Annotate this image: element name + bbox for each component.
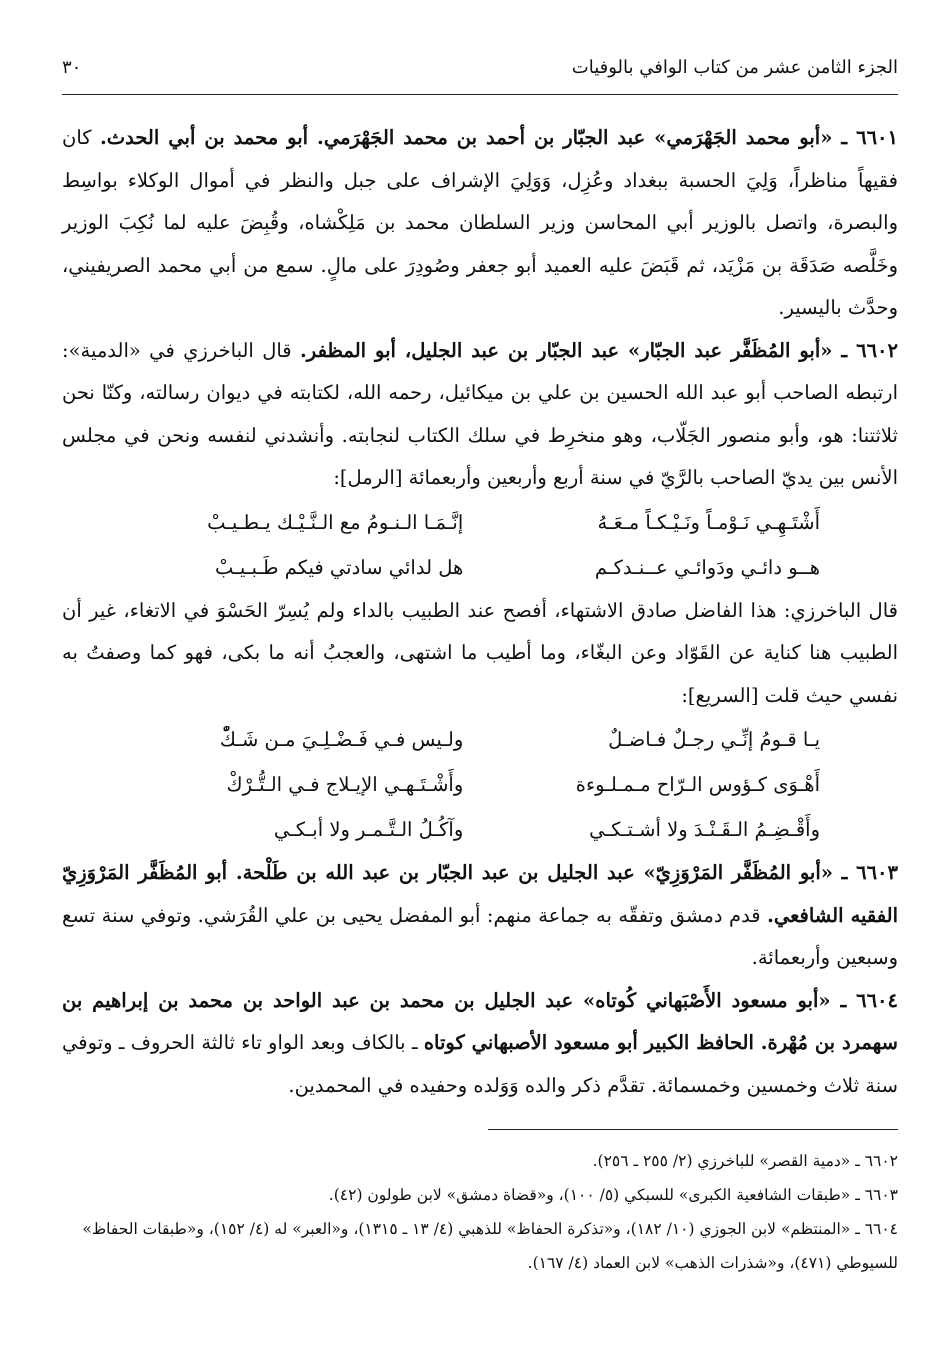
header-divider [62,94,898,95]
entry-6603-text: قدم دمشق وتفقّه به جماعة منهم: أبو المفضل يحيى بن علي القُرَشي. وتوفي سنة تسع وسبعين وأربعمائة. [62,903,898,969]
verse-line [62,807,898,852]
footnote: ٦٦٠٢ ـ «دمية القصر» للباخرزي (٢/ ٢٥٥ ـ ٢٥٦). [592,1152,898,1170]
verse-second-hemistich: ولـيس فـي فَـضْـلِـيَ مـن شَـكّْ [219,728,464,751]
verse-first-hemistich: وأَقْـضِـمُ الـقَـنْـدَ ولا أشـتـكـي [589,818,820,841]
verse-second-hemistich: وآكُـلُ الـتَّـمـر ولا أبـكـي [273,818,464,841]
verse-first-hemistich: أَهْـوَى كـؤوس الـرّاح مـمـلـوءة [575,773,820,796]
entry-6603-heading: ٦٦٠٣ ـ «أبو المُظَفَّر المَرْوَزِيّ» عبد الجليل بن عبد الجبّار بن عبد الله بن طَلْحة. أبو المُظَفَّر المَرْوَزِيّ الفقيه الشافعي. [62,861,898,927]
entry-6602 [62,330,898,500]
verse-line [62,500,898,545]
running-header [62,48,898,88]
verse-first-hemistich: يـا قـومُ إنِّـي رجـلٌ فـاضـلٌ [608,728,820,751]
entry-6604 [62,980,898,1108]
page-number: ٣٠ [62,57,82,78]
verse-line [62,545,898,590]
entry-6604-text: ـ بالكاف وبعد الواو تاء ثالثة الحروف ـ وتوفي سنة ثلاث وخمسين وخمسمائة. تقدَّم ذكر والده وَوَلده وحفيده في المحمدين. [62,1031,898,1097]
entry-6601 [62,117,898,330]
verse-second-hemistich: هل لدائي سادتي فيكم طَـبـيـبْ [214,555,464,579]
verse-first-hemistich: أَشْتَـهِـي نَـوْمـاً ونَـيْـكـاً مـعَـهُ [597,510,820,534]
verse-second-hemistich: إنَّـمَـا الـنـومُ مع الـنَّـيْـك يـطـيـبْ [207,510,464,534]
entry-6601-text: كان فقيهاً مناظراً، وَلِيَ الحسبة ببغداد وعُزِل، وَوَلِيَ الإشراف على جبل والنظر في أموال الوكلاء بواسِط والبصرة، واتصل بالوزير أبي المحاسن وزير السلطان محمد بن مَلِكْشاه، وقُبِضَ عليه لما نُكِبَ الوزير وخَلَّصه صَدَقَة بن مَزْيَد، ثم قَبَضَ عليه العميد أبو جعفر وصُودِرَ على مالٍ. سمع من أبي محمد الصريفيني، وحدَّث باليسير. [62,126,898,319]
entry-6603 [62,852,898,980]
entry-6602-comment: قال الباخرزي: هذا الفاضل صادق الاشتهاء، أفصح عند الطبيب بالداء ولم يُسِرّ الحَسْوَ في الاتغاء، غير أن الطبيب هنا كناية عن القَوّاد وعن البغّاء، وما أطيب ما اشتهى، والعجبُ أنه ما بكى، فهو كما وصفتُ به نفسي حيث قلت [السريع]: [62,598,898,707]
footnote: ٦٦٠٣ ـ «طبقات الشافعية الكبرى» للسبكي (٥/ ١٠٠)، و«قضاة دمشق» لابن طولون (٤٢). [328,1186,898,1204]
entry-6601-heading: ٦٦٠١ ـ «أبو محمد الجَهْرَمي» عبد الجبّار بن أحمد بن محمد الجَهْرَمي. أبو محمد بن أبي الحدث. [99,126,898,149]
book-page [62,48,898,1280]
verse-line [62,762,898,807]
footnote-divider [488,1129,898,1130]
verse-second-hemistich: وأَشْـتَـهـي الإيـلاج فـي الـتُّـرْكْ [226,773,464,796]
verse-line [62,717,898,762]
entry-6602-heading: ٦٦٠٢ ـ «أبو المُظَفَّر عبد الجبّار» عبد الجبّار بن عبد الجليل، أبو المظفر. [300,338,899,362]
entry-6602-text: قال الباخرزي في «الدمية»: ارتبطه الصاحب أبو عبد الله الحسين بن علي بن ميكائيل، رحمه الله، لكتابته في ديوان رسالته، وكنّا نحن ثلاثتنا: هو، وأبو منصور الجَلّاب، وهو منخرِط في سلك الكتاب لنجابته. وأنشدني لنفسه ونحن في مجلس الأنس بين يديّ الصاحب بالرَّيّ في سنة أربع وأربعين وأربعمائة [الرمل]: [62,338,898,489]
footnote: ٦٦٠٤ ـ «المنتظم» لابن الجوزي (١٠/ ١٨٢)، و«تذكرة الحفاظ» للذهبي (٤/ ١٣ ـ ١٣١٥)، و«العبر» له (٤/ ١٥٢)، و«طبقات الحفاظ» للسيوطي (٤٧١)، و«شذرات الذهب» لابن العماد (٤/ ١٦٧). [82,1220,898,1272]
verse-first-hemistich: هــو دائـي ودَوائـي عــنـدكـم [594,555,820,579]
running-title: الجزء الثامن عشر من كتاب الوافي بالوفيات [571,57,898,78]
entry-6604-heading: ٦٦٠٤ ـ «أبو مسعود الأَصْبَهاني كُوتاه» عبد الجليل بن محمد بن عبد الواحد بن محمد بن إبراهيم بن سهمرد بن مُهْرة. الحافظ الكبير أبو مسعود الأصبهاني كوتاه [62,988,898,1054]
